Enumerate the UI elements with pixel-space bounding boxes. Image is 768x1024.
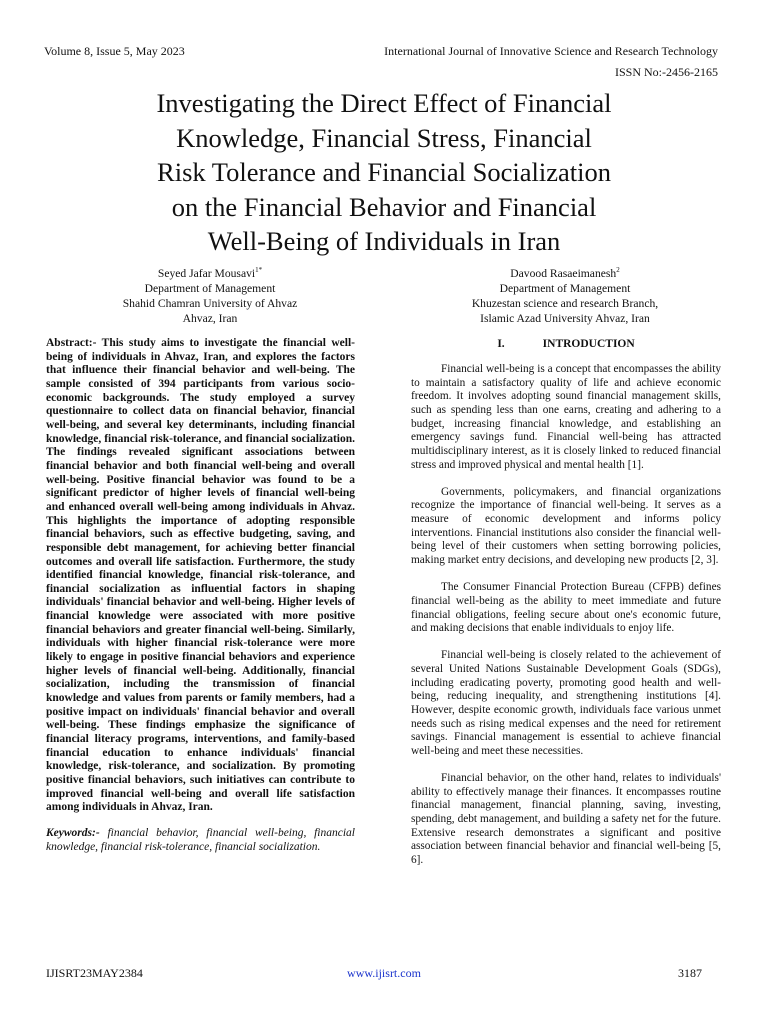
title-line: Investigating the Direct Effect of Financial bbox=[156, 88, 612, 118]
author-affiliation-mark: 2 bbox=[616, 266, 620, 275]
journal-name: International Journal of Innovative Science and Research Technology bbox=[384, 44, 718, 58]
right-column bbox=[411, 337, 721, 881]
author-block-2 bbox=[440, 266, 690, 326]
page-number: 3187 bbox=[678, 966, 702, 980]
author-department: Department of Management bbox=[144, 282, 276, 295]
keywords-label: Keywords:- bbox=[46, 826, 100, 839]
title-line: Knowledge, Financial Stress, Financial bbox=[176, 122, 592, 153]
author-name: Seyed Jafar Mousavi$^{1*}$ bbox=[157, 266, 263, 280]
body-paragraph: Financial behavior, on the other hand, relates to individuals' ability to effectively manage their finances. It encompasses routine financial management, financial planning, saving, investing, spending, debt management, and building a safety net for the future. Extensive research demonstrates a significant and positive association between financial behavior and financial well-being [5, 6]. bbox=[411, 772, 721, 866]
body-paragraph: Financial well-being is closely related to the achievement of several United Nations Sustainable Development Goals (SDGs), including eradicating poverty, promoting good health and well-being, reducing inequality, and strengthening institutions [4]. However, despite economic growth, individuals face various unmet needs such as rising medical expenses and the need for retirement savings. Financial management is essential to achieve financial well-being and meet these necessities. bbox=[411, 649, 721, 757]
section-number: I. bbox=[497, 338, 505, 350]
keywords-text: financial behavior, financial well-being, financial knowledge, financial risk-tolerance, financial socialization. bbox=[46, 826, 356, 853]
volume-issue: Volume 8, Issue 5, May 2023 bbox=[44, 44, 185, 58]
body-paragraph: Governments, policymakers, and financial organizations recognize the importance of financial well-being. It serves as a measure of economic development and informs policy interventions. Financial institutions also consider the financial well-being level of their customers when setting borrowing policies, making market entry decisions, and developing new products [2, 3]. bbox=[411, 485, 721, 567]
journal-website-link bbox=[0, 966, 768, 981]
author-department: Department of Management bbox=[499, 282, 631, 295]
issn: ISSN No:-2456-2165 bbox=[614, 65, 718, 79]
body-paragraph: Financial well-being is a concept that encompasses the ability to maintain a satisfactory quality of life and achieve economic freedom. It involves adopting sound financial management skills, such as spending less than one earns, creating and adhering to a budget, increasing financial knowledge, and establishing an emergency savings fund. Financial well-being has attracted multidisciplinary interest, as it is closely linked to reduced financial stress and improved physical and mental health [1]. bbox=[411, 363, 721, 471]
author-location: Ahvaz, Iran bbox=[182, 312, 238, 325]
title-line: on the Financial Behavior and Financial bbox=[171, 191, 597, 222]
author-location: Islamic Azad University Ahvaz, Iran bbox=[480, 312, 650, 325]
website-link-text[interactable]: www.ijisrt.com bbox=[347, 966, 421, 980]
paper-code: IJISRT23MAY2384 bbox=[46, 966, 143, 980]
author-institution: Khuzestan science and research Branch, bbox=[471, 297, 659, 310]
title-line: Risk Tolerance and Financial Socialization bbox=[157, 157, 611, 187]
body-paragraph: The Consumer Financial Protection Bureau (CFPB) defines financial well-being as the ability to meet immediate and future financial obligations, feeling secure about one's economic future, and making decisions that enable individuals to enjoy life. bbox=[411, 581, 721, 635]
title-line: Well-Being of Individuals in Iran bbox=[207, 226, 561, 256]
keywords bbox=[46, 827, 355, 854]
author-affiliation-mark: 1* bbox=[255, 266, 263, 275]
author-block-1 bbox=[90, 266, 330, 326]
author-name: Davood Rasaeimanesh$^2$ bbox=[510, 266, 620, 280]
paper-title bbox=[60, 86, 708, 259]
abstract: Abstract:- This study aims to investigate the financial well-being of individuals in Ahvaz, Iran, and explores the factors that influence their financial behavior and well-being. The sample consisted of 394 participants from various socio-economic backgrounds. The study employed a survey questionnaire to collect data on financial behavior, financial well-being, and several key determinants, including financial knowledge, financial risk-tolerance, and financial socialization. The findings revealed significant associations between financial behavior and both financial well-being and overall well-being. Positive financial behavior was found to be a significant predictor of higher levels of financial well-being and enhanced overall well-being among individuals in Ahvaz. This highlights the importance of adopting responsible financial behaviors, such as effective budgeting, saving, and responsible debt management, for achieving better financial outcomes and overall life satisfaction. Furthermore, the study identified financial knowledge, financial risk-tolerance, and financial socialization as influential factors in shaping individuals' financial behavior and well-being. Higher levels of financial knowledge were associated with more positive financial behaviors and greater financial well-being. Similarly, individuals with higher financial risk-tolerance were more likely to engage in positive financial behaviors and experience higher levels of financial well-being. Additionally, financial socialization, including the transmission of financial knowledge and values from parents or family members, had a positive impact on individuals' financial behavior and overall well-being. These findings emphasize the significance of financial literacy programs, interventions, and family-based financial education to enhance individuals' financial knowledge, risk-tolerance, and socialization. By promoting positive financial behaviors, such initiatives can contribute to improved financial well-being and overall life satisfaction among individuals in Ahvaz, Iran. bbox=[46, 337, 355, 814]
section-heading bbox=[411, 338, 721, 350]
left-column bbox=[46, 337, 355, 854]
author-institution: Shahid Chamran University of Ahvaz bbox=[122, 297, 298, 310]
section-title: INTRODUCTION bbox=[542, 338, 635, 350]
